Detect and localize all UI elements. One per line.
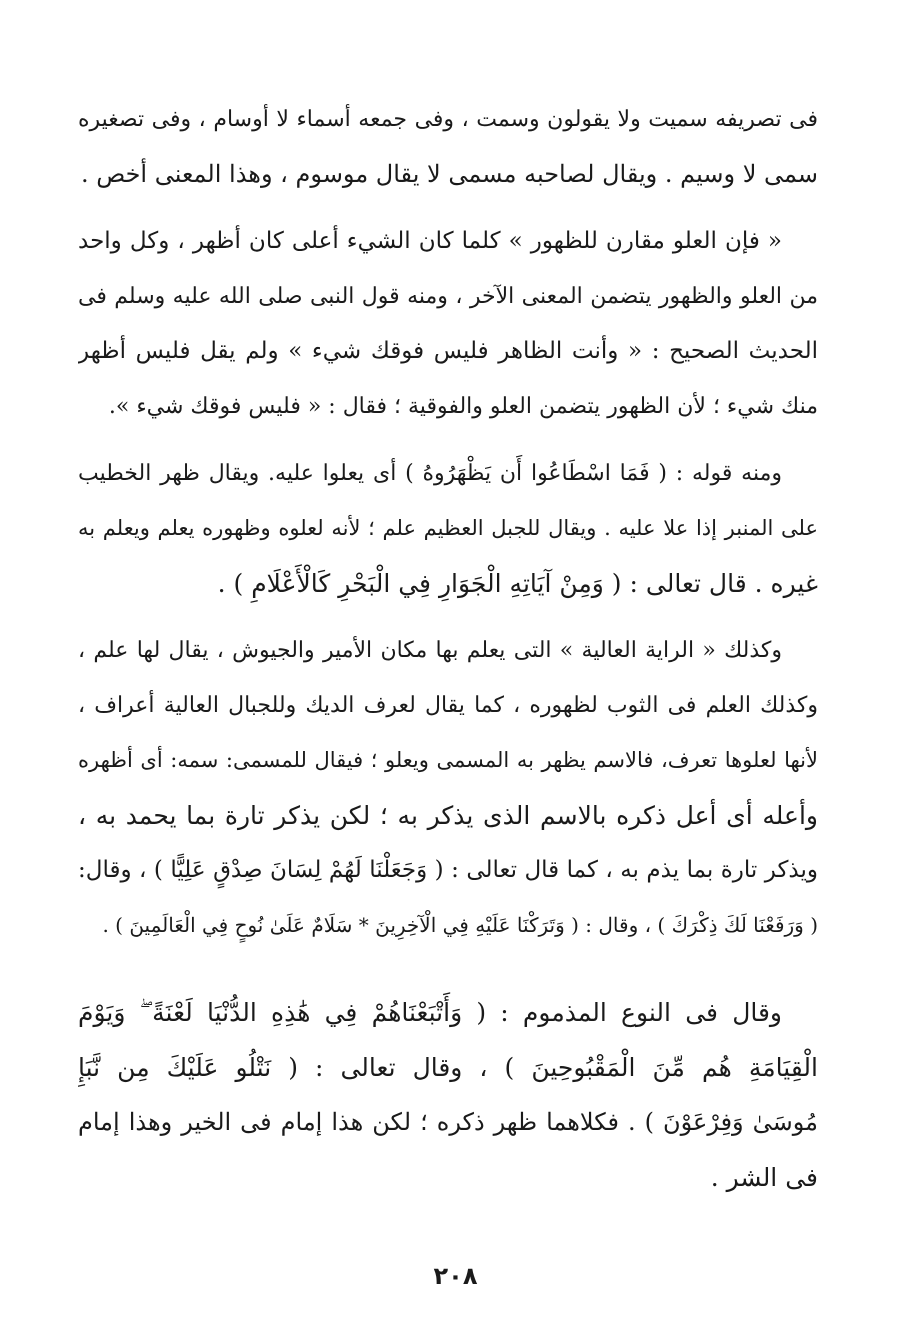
text-line: فى تصريفه سميت ولا يقولون وسمت ، وفى جمعه أسماء لا أوسام ، وفى تصغيره xyxy=(78,107,818,132)
page-body xyxy=(78,92,818,1217)
text-line: الْقِيَامَةِ هُم مِّنَ الْمَقْبُوحِينَ ) ، وقال تعالى : ( نَتْلُو عَلَيْكَ مِن نَّبَإِ xyxy=(78,1053,818,1082)
text-line: وقال فى النوع المذموم : ( وَأَتْبَعْنَاهُمْ فِي هَٰذِهِ الدُّنْيَا لَعْنَةً ۖ وَيَوْمَ xyxy=(78,998,782,1027)
text-line: وكذلك العلم فى الثوب لظهوره ، كما يقال لعرف الديك وللجبال العالية أعراف ، xyxy=(78,693,818,718)
text-line: من العلو والظهور يتضمن المعنى الآخر ، ومنه قول النبى صلى الله عليه وسلم فى xyxy=(78,284,818,309)
paragraph-5 xyxy=(78,985,818,1205)
text-line: مُوسَىٰ وَفِرْعَوْنَ ) . فكلاهما ظهر ذكره ؛ لكن هذا إمام فى الخير وهذا إمام xyxy=(78,1108,818,1136)
paragraph-spacer xyxy=(78,965,818,985)
text-line: ويذكر تارة بما يذم به ، كما قال تعالى : ( وَجَعَلْنَا لَهُمْ لِسَانَ صِدْقٍ عَلِيًّا ) ، وقال: xyxy=(78,857,818,883)
text-line: وكذلك « الراية العالية » التى يعلم بها مكان الأمير والجيوش ، يقال لها علم ، xyxy=(78,638,782,663)
text-line: غيره . قال تعالى : ( وَمِنْ آيَاتِهِ الْجَوَارِ فِي الْبَحْرِ كَالْأَعْلَامِ ) . xyxy=(217,569,818,598)
paragraph-4 xyxy=(78,623,818,953)
text-line: ومنه قوله : ( فَمَا اسْطَاعُوا أَن يَظْهَرُوهُ ) أى يعلوا عليه. ويقال ظهر الخطيب xyxy=(78,461,782,486)
paragraph-3 xyxy=(78,446,818,611)
text-line: لأنها لعلوها تعرف، فالاسم يظهر به المسمى ويعلو ؛ فيقال للمسمى: سمه: أى أظهره xyxy=(78,748,818,772)
text-line: الحديث الصحيح : « وأنت الظاهر فليس فوقك شيء » ولم يقل فليس أظهر xyxy=(78,338,818,364)
text-line: ( وَرَفَعْنَا لَكَ ذِكْرَكَ ) ، وقال : ( وَتَرَكْنَا عَلَيْهِ فِي الْآخِرِينَ * سَلَامٌ عَلَىٰ نُوحٍ فِي الْعَالَمِينَ ) . xyxy=(102,913,818,937)
text-line: وأعله أى أعل ذكره بالاسم الذى يذكر به ؛ لكن يذكر تارة بما يحمد به ، xyxy=(78,801,818,830)
text-line: فى الشر . xyxy=(710,1163,818,1192)
page-number: ٢٠٨ xyxy=(433,1262,478,1290)
text-line: سمى لا وسيم . ويقال لصاحبه مسمى لا يقال موسوم ، وهذا المعنى أخص . xyxy=(80,160,818,188)
text-line: « فإن العلو مقارن للظهور » كلما كان الشيء أعلى كان أظهر ، وكل واحد xyxy=(78,228,782,254)
text-line: على المنبر إذا علا عليه . ويقال للجبل العظيم علم ؛ لأنه لعلوه وظهوره يعلم ويعلم به xyxy=(78,516,818,540)
paragraph-1 xyxy=(78,92,818,202)
text-line: منك شيء ؛ لأن الظهور يتضمن العلو والفوقية ؛ فقال : « فليس فوقك شيء ». xyxy=(108,394,818,419)
paragraph-2 xyxy=(78,214,818,434)
